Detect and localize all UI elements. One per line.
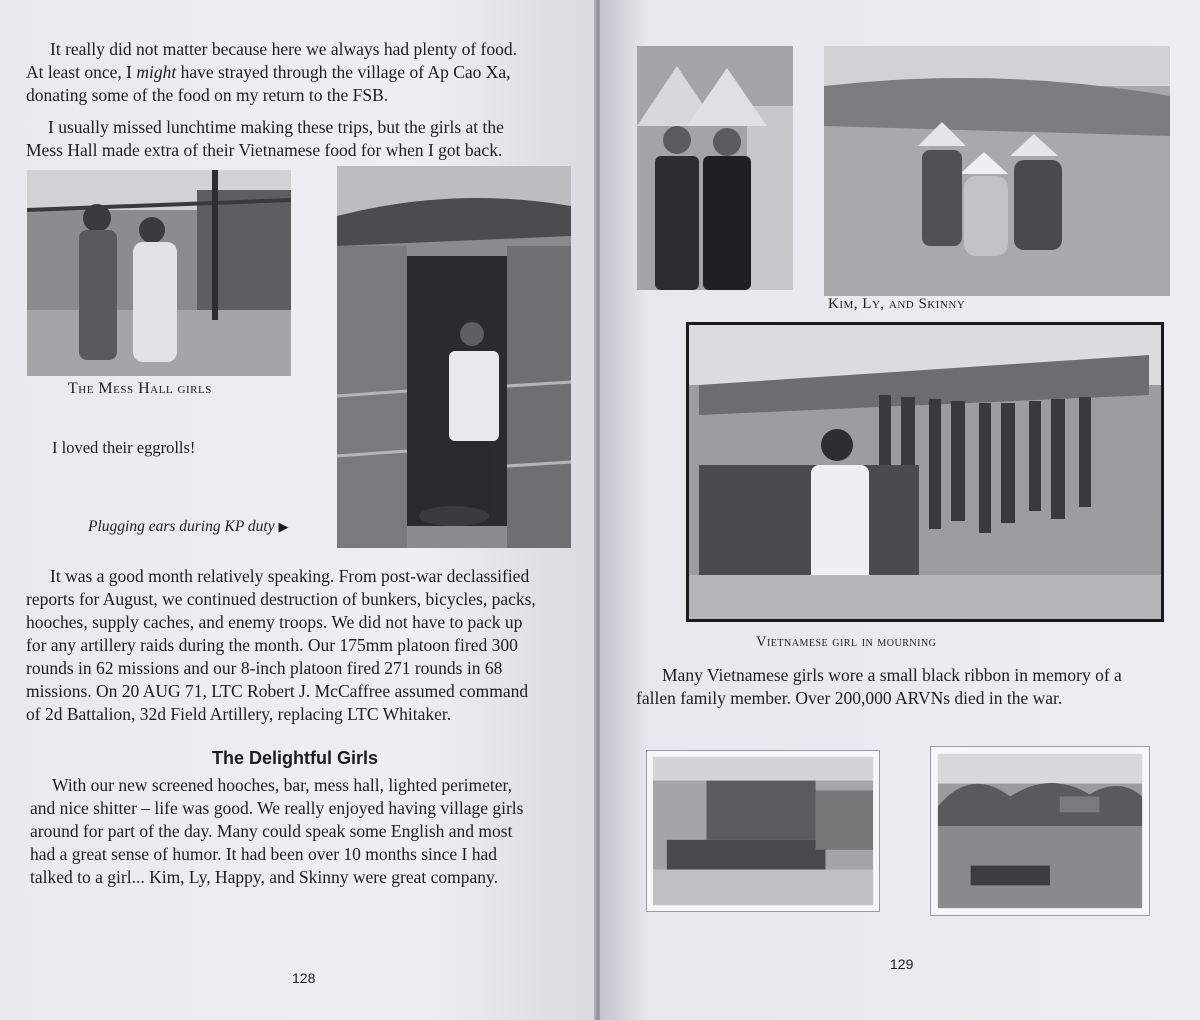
lunch-line-1: I usually missed lunchtime making these trips, but the girls at the xyxy=(48,117,504,137)
intro-emphasis: might xyxy=(136,62,177,82)
intro-paragraph xyxy=(26,38,586,107)
mess-hall-girls-photo xyxy=(27,170,291,376)
intro-line-2a: At least once, I xyxy=(26,62,132,82)
girls-line-4: had a great sense of humor. It had been over 10 months since I had xyxy=(30,844,498,864)
lunch-line-2: Mess Hall made extra of their Vietnamese food for when I got back. xyxy=(26,140,503,160)
village-huts-photo xyxy=(646,750,880,912)
august-line-1: It was a good month relatively speaking. From post-war declassified xyxy=(50,566,530,586)
arrow-right-icon: ▶ xyxy=(278,519,289,534)
mourning-paragraph xyxy=(636,664,1196,710)
intro-line-1: It really did not matter because here we always had plenty of food. xyxy=(50,39,517,59)
mourning-girl-photo xyxy=(686,322,1164,622)
kim-ly-skinny-photo xyxy=(824,46,1170,296)
august-paragraph xyxy=(26,565,586,726)
august-line-2: reports for August, we continued destruction of bunkers, bicycles, packs, xyxy=(26,589,536,609)
kp-duty-caption xyxy=(88,515,288,538)
girls-line-5: talked to a girl... Kim, Ly, Happy, and Skinny were great company. xyxy=(30,867,499,887)
kp-duty-photo xyxy=(337,166,571,548)
mourning-caption: Vietnamese girl in mourning xyxy=(756,634,937,650)
kim-ly-skinny-caption: Kim, Ly, and Skinny xyxy=(828,296,966,312)
page-number-right: 129 xyxy=(890,956,914,972)
august-line-4: for any artillery raids during the month. Our 175mm platoon fired 300 xyxy=(26,635,518,655)
lunch-paragraph xyxy=(26,116,586,162)
delightful-girls-paragraph xyxy=(30,774,590,889)
kp-caption-text: Plugging ears during KP duty xyxy=(88,518,275,535)
mourning-line-1: Many Vietnamese girls wore a small black ribbon in memory of a xyxy=(662,665,1122,685)
rice-field-photo xyxy=(930,746,1150,916)
eggrolls-note: I loved their eggrolls! xyxy=(52,438,196,457)
august-line-3: hooches, supply caches, and enemy troops. We did not have to pack up xyxy=(26,612,523,632)
left-page xyxy=(0,0,596,1020)
intro-line-2 xyxy=(26,61,586,84)
page-number-left: 128 xyxy=(292,970,316,986)
girls-line-2: and nice shitter – life was good. We really enjoyed having village girls xyxy=(30,798,524,818)
august-line-5: rounds in 62 missions and our 8-inch platoon fired 271 rounds in 68 xyxy=(26,658,503,678)
two-girls-hats-photo xyxy=(637,46,793,290)
girls-line-1: With our new screened hooches, bar, mess hall, lighted perimeter, xyxy=(52,775,513,795)
mourning-line-2: fallen family member. Over 200,000 ARVNs died in the war. xyxy=(636,688,1063,708)
intro-line-3: donating some of the food on my return to the FSB. xyxy=(26,85,389,105)
intro-line-2b: have strayed through the village of Ap Cao Xa, xyxy=(180,62,511,82)
august-line-7: of 2d Battalion, 32d Field Artillery, replacing LTC Whitaker. xyxy=(26,704,452,724)
section-heading: The Delightful Girls xyxy=(212,748,379,768)
august-line-6: missions. On 20 AUG 71, LTC Robert J. McCaffree assumed command xyxy=(26,681,529,701)
right-page xyxy=(600,0,1200,1020)
mess-hall-caption: The Mess Hall girls xyxy=(68,380,212,397)
girls-line-3: around for part of the day. Many could speak some English and most xyxy=(30,821,513,841)
